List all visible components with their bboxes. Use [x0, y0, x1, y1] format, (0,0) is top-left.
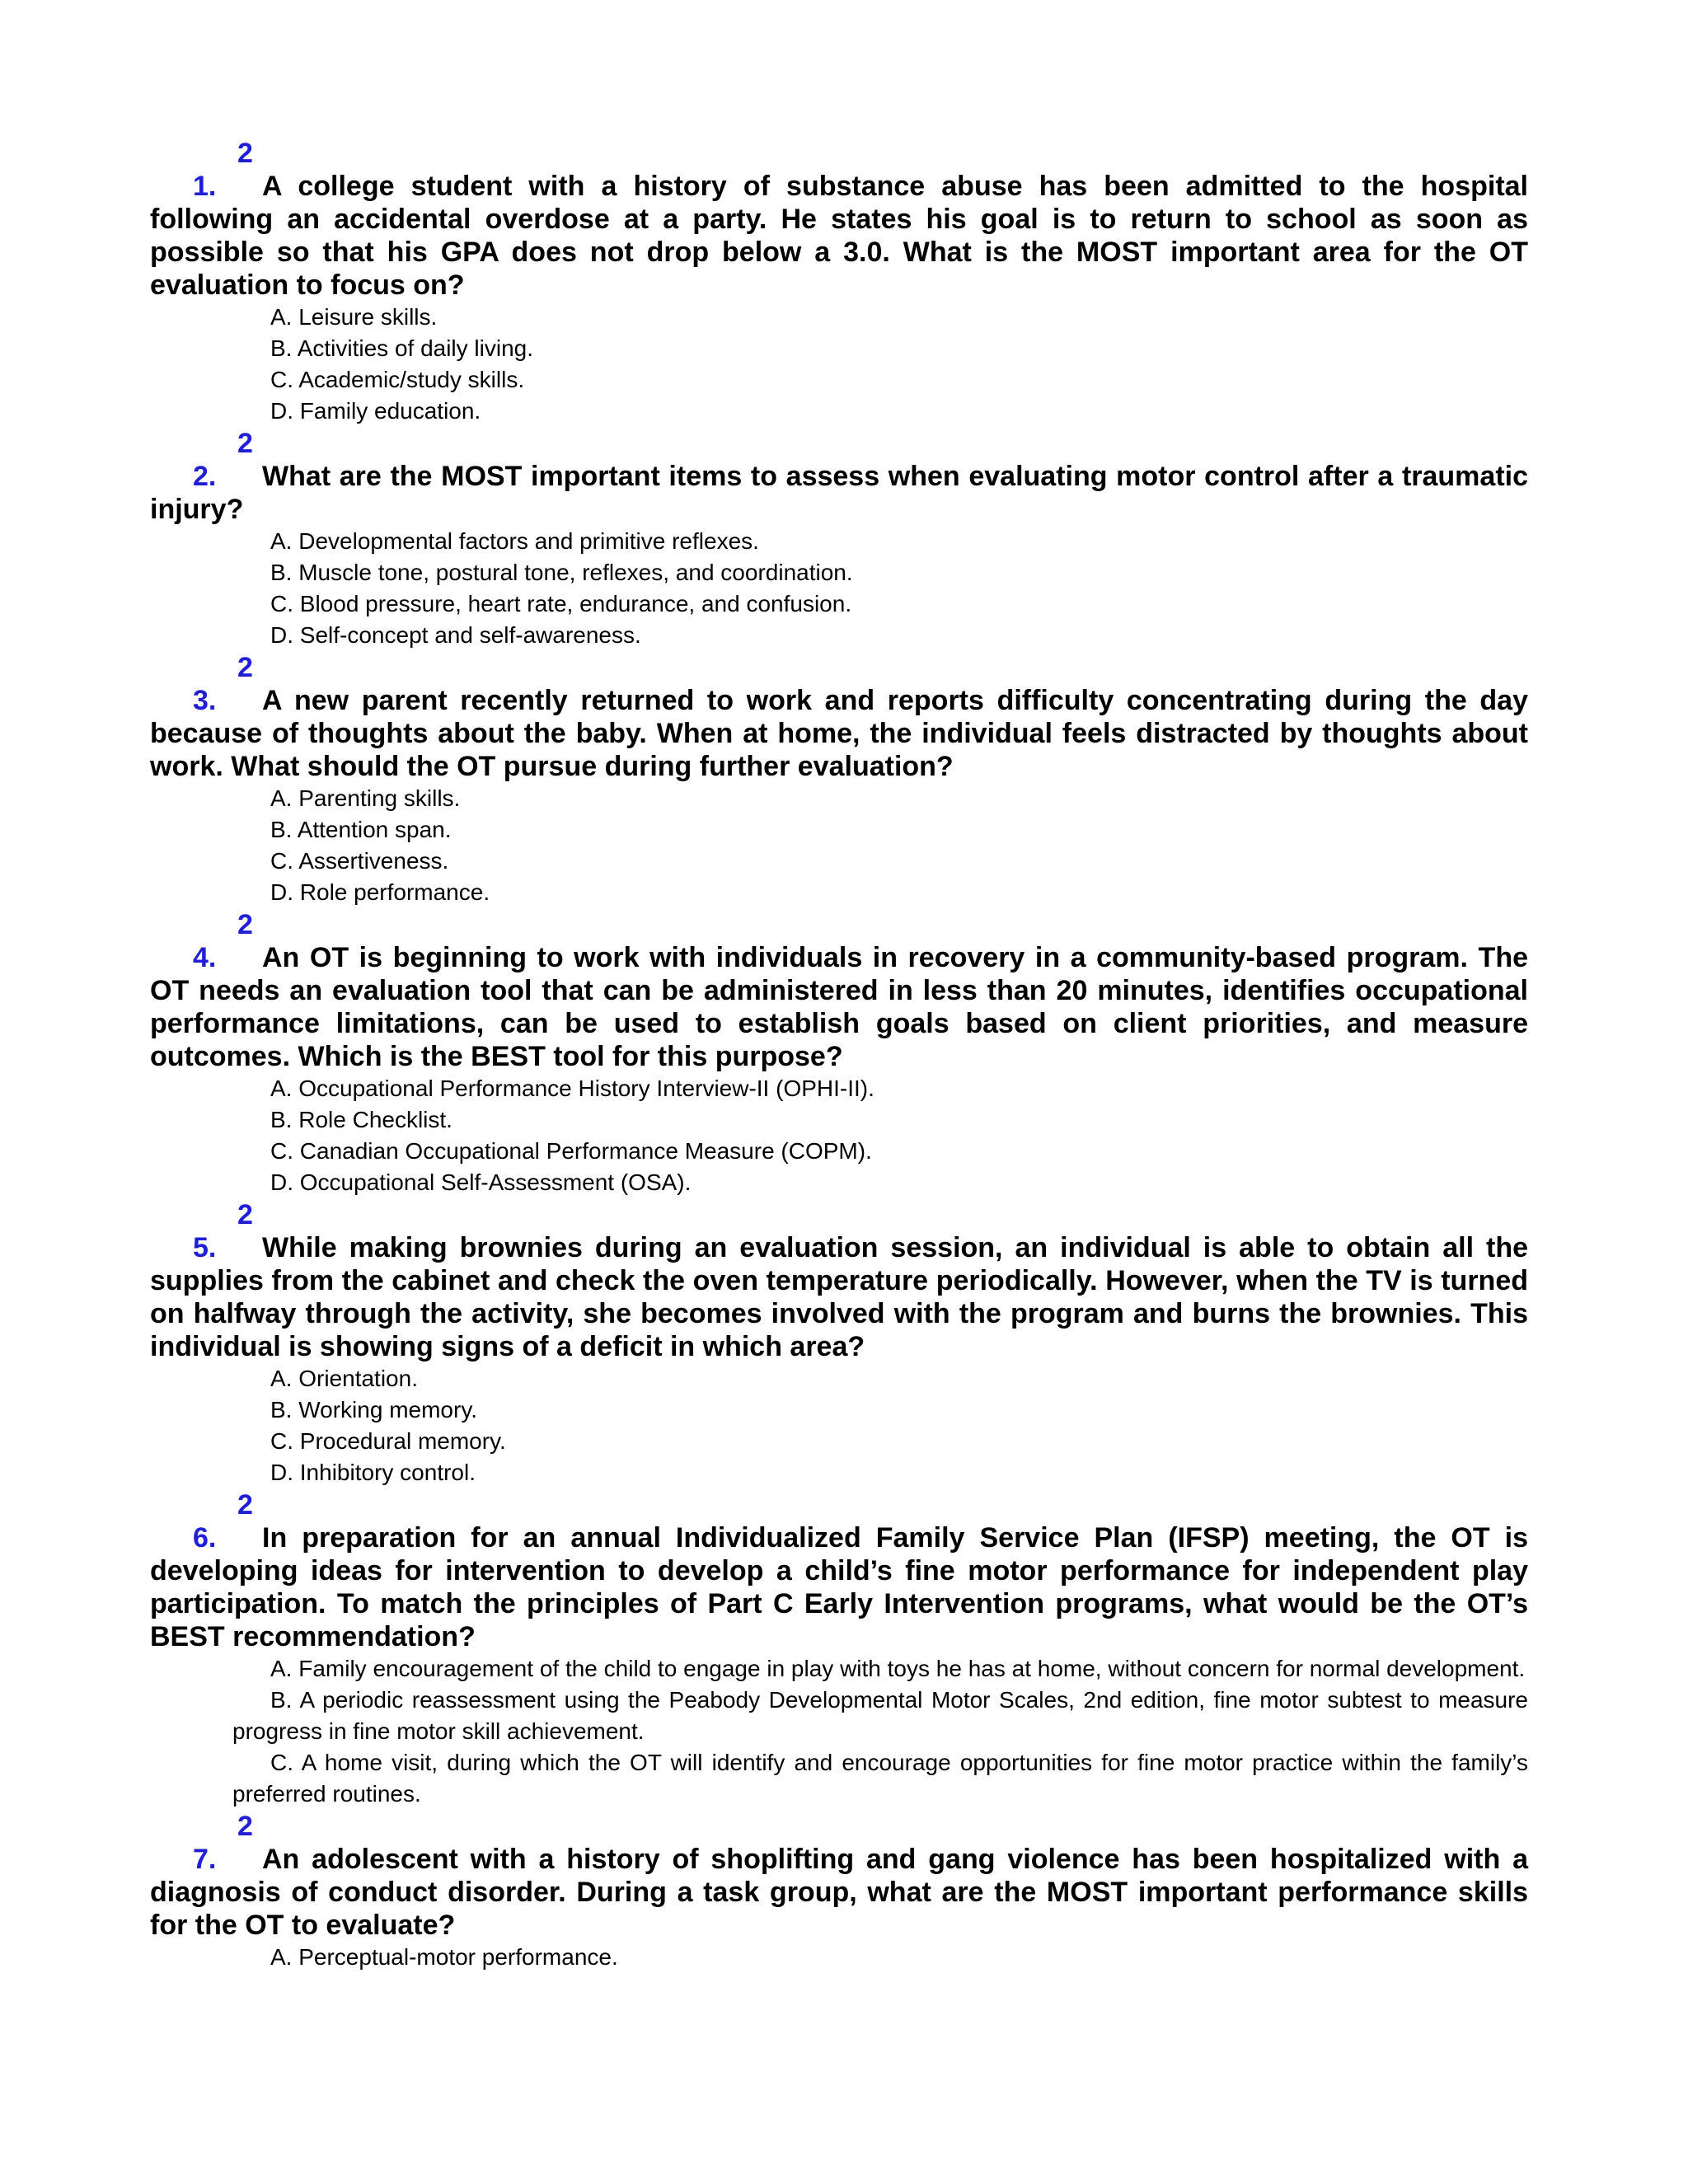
answer-options	[150, 1942, 1528, 1973]
question-5	[150, 1198, 1528, 1488]
answer-option: C. Procedural memory.	[270, 1428, 506, 1454]
answer-option: C. Academic/study skills.	[270, 367, 525, 392]
answer-options	[150, 783, 1528, 908]
answer-option: A. Occupational Performance History Interview-II (OPHI-II).	[270, 1076, 874, 1101]
question-stem	[150, 1843, 1528, 1942]
question-mark: 2	[237, 1811, 253, 1842]
question-number: 2.	[193, 461, 217, 492]
question-number: 7.	[193, 1844, 217, 1875]
question-stem	[150, 941, 1528, 1073]
question-text: In preparation for an annual Individualized Family Service Plan (IFSP) meeting, the OT is developing ideas for intervention to develop a child’s fine motor performance for independent play participation. To match the principles of Part C Early Intervention programs, what would be the OT’s BEST recommendation?	[150, 1522, 1528, 1652]
question-4	[150, 908, 1528, 1198]
question-text: A college student with a history of substance abuse has been admitted to the hospital following an accidental overdose at a party. He states his goal is to return to school as soon as possible so that his GPA does not drop below a 3.0. What is the MOST important area for the OT evaluation to focus on?	[150, 171, 1528, 301]
question-stem	[150, 460, 1528, 526]
question-mark: 2	[237, 909, 253, 940]
answer-option: B. Muscle tone, postural tone, reflexes, and coordination.	[270, 560, 853, 585]
answer-options	[150, 1073, 1528, 1198]
answer-option: C. Blood pressure, heart rate, endurance, and confusion.	[270, 591, 852, 616]
question-text: An adolescent with a history of shoplifting and gang violence has been hospitalized with a diagnosis of conduct disorder. During a task group, what are the MOST important performance skills for the OT to evaluate?	[150, 1844, 1528, 1941]
answer-option: A. Developmental factors and primitive reflexes.	[270, 528, 759, 554]
question-mark: 2	[237, 1489, 253, 1521]
question-6	[150, 1488, 1528, 1810]
answer-options	[150, 1653, 1528, 1810]
answer-option: D. Inhibitory control.	[270, 1460, 476, 1485]
answer-option: A. Perceptual-motor performance.	[270, 1944, 618, 1970]
answer-options	[150, 526, 1528, 651]
answer-option: C. Canadian Occupational Performance Measure (COPM).	[270, 1138, 872, 1164]
answer-options	[150, 302, 1528, 427]
answer-option: B. A periodic reassessment using the Peabody Developmental Motor Scales, 2nd edition, fine motor subtest to measure progress in fine motor skill achievement.	[232, 1687, 1528, 1744]
question-7	[150, 1810, 1528, 1973]
question-number: 3.	[193, 685, 217, 716]
question-number: 1.	[193, 171, 217, 202]
question-mark: 2	[237, 652, 253, 683]
answer-option: C. A home visit, during which the OT will identify and encourage opportunities for fine motor practice within the family’s preferred routines.	[232, 1750, 1528, 1807]
question-stem	[150, 1521, 1528, 1653]
question-text: While making brownies during an evaluation session, an individual is able to obtain all the supplies from the cabinet and check the oven temperature periodically. However, when the TV is turned on halfway through the activity, she becomes involved with the program and burns the brownies. This individual is showing signs of a deficit in which area?	[150, 1232, 1528, 1362]
answer-option: D. Family education.	[270, 398, 481, 424]
answer-option: C. Assertiveness.	[270, 848, 449, 874]
question-text: An OT is beginning to work with individuals in recovery in a community-based program. The OT needs an evaluation tool that can be administered in less than 20 minutes, identifies occupational performance limitations, can be used to establish goals based on client priorities, and measure outcomes. Which is the BEST tool for this purpose?	[150, 942, 1528, 1072]
question-3	[150, 651, 1528, 908]
question-text: A new parent recently returned to work and reports difficulty concentrating during the day because of thoughts about the baby. When at home, the individual feels distracted by thoughts about work. What should the OT pursue during further evaluation?	[150, 685, 1528, 782]
question-mark: 2	[237, 138, 253, 169]
answer-option: A. Orientation.	[270, 1366, 418, 1391]
answer-option: A. Parenting skills.	[270, 785, 461, 811]
answer-option: B. Attention span.	[270, 817, 452, 842]
question-stem	[150, 170, 1528, 302]
answer-option: D. Role performance.	[270, 879, 490, 905]
question-mark: 2	[237, 1199, 253, 1230]
question-2	[150, 427, 1528, 651]
question-1	[150, 137, 1528, 427]
question-number: 5.	[193, 1232, 217, 1263]
answer-options	[150, 1363, 1528, 1488]
question-number: 6.	[193, 1522, 217, 1554]
answer-option: B. Working memory.	[270, 1397, 478, 1422]
answer-option: D. Occupational Self-Assessment (OSA).	[270, 1169, 692, 1195]
answer-option: B. Role Checklist.	[270, 1107, 452, 1132]
answer-option: D. Self-concept and self-awareness.	[270, 622, 641, 648]
document-page	[150, 137, 1528, 1973]
answer-option: A. Leisure skills.	[270, 304, 438, 330]
question-stem	[150, 684, 1528, 783]
answer-option: B. Activities of daily living.	[270, 335, 534, 361]
question-stem	[150, 1231, 1528, 1363]
answer-option: A. Family encouragement of the child to engage in play with toys he has at home, without concern for normal development.	[270, 1656, 1526, 1681]
question-number: 4.	[193, 942, 217, 973]
question-mark: 2	[237, 428, 253, 459]
question-text: What are the MOST important items to assess when evaluating motor control after a traumatic injury?	[150, 461, 1528, 525]
